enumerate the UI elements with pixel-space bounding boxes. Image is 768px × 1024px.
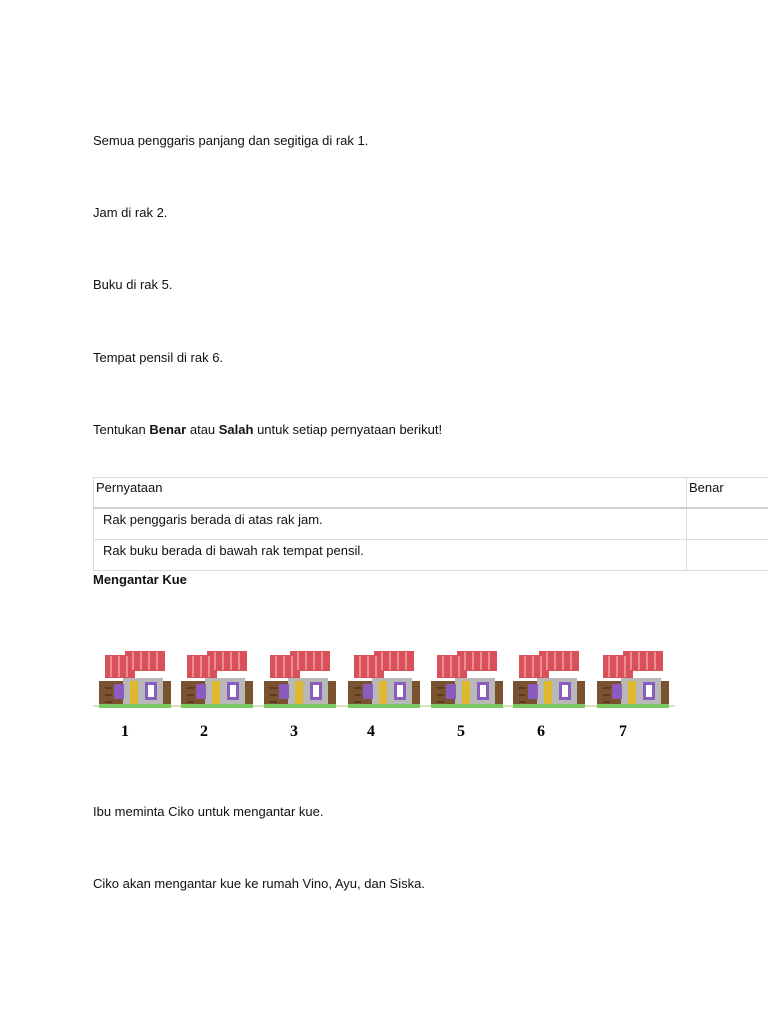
instruction-text [93,422,442,438]
house-number-5: 5 [457,723,465,740]
house-1 [99,651,171,708]
table-cell-statement: Rak buku berada di bawah rak tempat pensil. [94,540,687,571]
house-7 [597,651,669,708]
statement-pencilcase-shelf: Tempat pensil di rak 6. [93,350,224,365]
instruction-middle: atau [186,422,219,437]
statement-table [93,477,768,571]
house-number-3: 3 [290,723,298,740]
closing-paragraph-request: Ibu meminta Ciko untuk mengantar kue. [93,804,324,819]
house-4 [348,651,420,708]
table-row [94,540,768,571]
house-2 [181,651,253,708]
house-number-2: 2 [200,723,208,740]
statement-clock-shelf: Jam di rak 2. [93,205,168,220]
statement-ruler-shelf: Semua penggaris panjang dan segitiga di rak 1. [93,133,369,148]
instruction-benar: Benar [149,422,187,437]
houses-illustration [93,645,677,745]
house-6 [513,651,585,708]
house-number-7: 7 [619,723,627,740]
house-3 [264,651,336,708]
table-row [94,508,768,540]
statement-book-shelf: Buku di rak 5. [93,277,173,292]
instruction-prefix: Tentukan [93,422,150,437]
table-cell-answer[interactable] [687,508,768,540]
table-header-row [94,478,768,509]
house-number-6: 6 [537,723,545,740]
header-benar: Benar [687,478,768,509]
house-5 [431,651,503,708]
house-number-1: 1 [121,723,129,740]
table-cell-statement: Rak penggaris berada di atas rak jam. [94,508,687,540]
instruction-suffix: untuk setiap pernyataan berikut! [253,422,443,437]
closing-paragraph-delivery: Ciko akan mengantar kue ke rumah Vino, Ayu, dan Siska. [93,876,425,891]
table-cell-answer[interactable] [687,540,768,571]
house-number-4: 4 [367,723,375,740]
section-title: Mengantar Kue [93,572,187,587]
instruction-salah: Salah [218,422,254,437]
header-pernyataan: Pernyataan [94,478,687,509]
